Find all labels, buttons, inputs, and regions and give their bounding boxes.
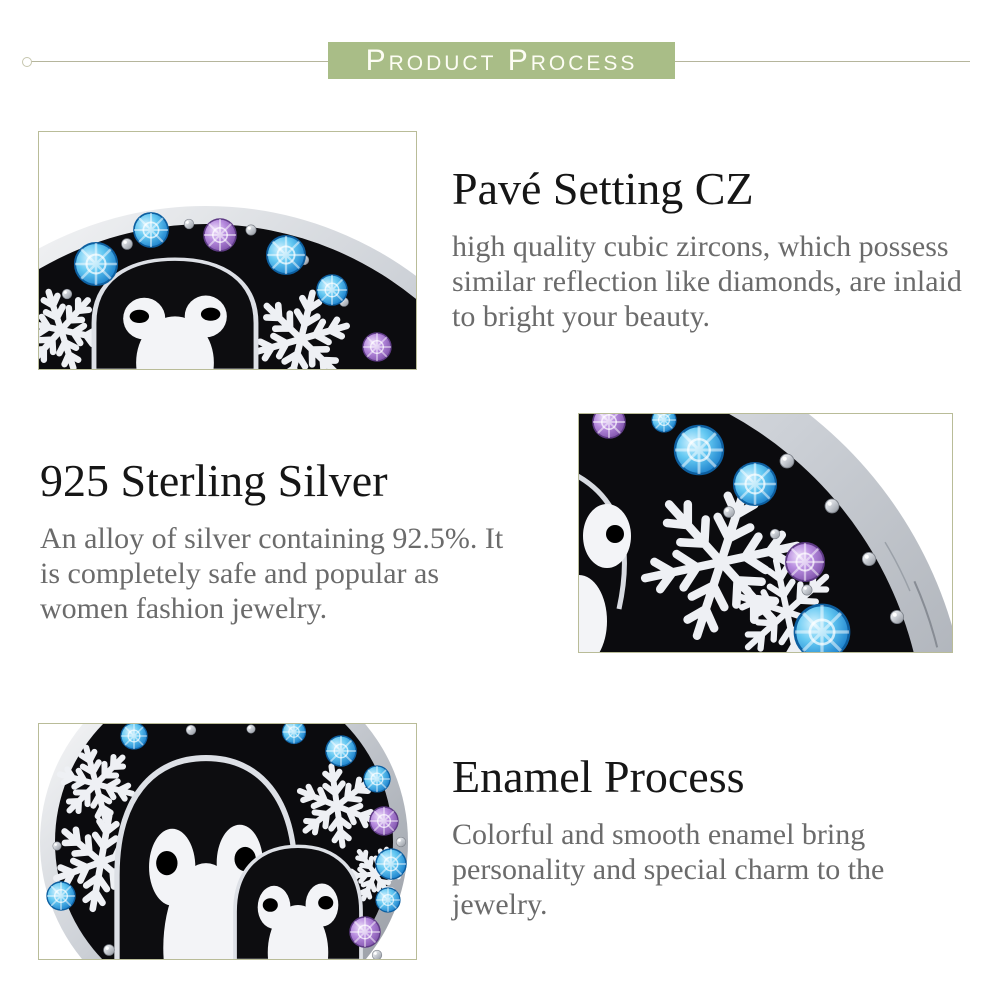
section-body-silver: An alloy of silver containing 92.5%. It is completely safe and popular as women fashion jewelry. bbox=[40, 522, 504, 625]
section-title-enamel: Enamel Process bbox=[452, 751, 745, 802]
charm-penguins-illustration bbox=[39, 724, 416, 959]
header-rule-end-ring bbox=[22, 57, 32, 67]
product-photo-pave-setting bbox=[38, 131, 417, 370]
section-title-pave: Pavé Setting CZ bbox=[452, 163, 754, 214]
section-enamel-process bbox=[452, 751, 897, 922]
charm-rim-closeup-illustration bbox=[579, 414, 952, 652]
section-sterling-silver bbox=[40, 455, 518, 626]
section-body-pave: high quality cubic zircons, which possess similar reflection like diamonds, are inlaid to bright your beauty. bbox=[452, 230, 962, 333]
section-title-banner bbox=[328, 42, 675, 79]
product-photo-enamel bbox=[38, 723, 417, 960]
charm-top-arc-illustration bbox=[39, 132, 416, 369]
page-title: Product Process bbox=[365, 44, 638, 77]
section-body-enamel: Colorful and smooth enamel bring personality and special charm to the jewelry. bbox=[452, 818, 885, 921]
product-photo-silver-rim bbox=[578, 413, 953, 653]
section-title-silver: 925 Sterling Silver bbox=[40, 455, 388, 506]
section-pave-setting bbox=[452, 163, 977, 334]
